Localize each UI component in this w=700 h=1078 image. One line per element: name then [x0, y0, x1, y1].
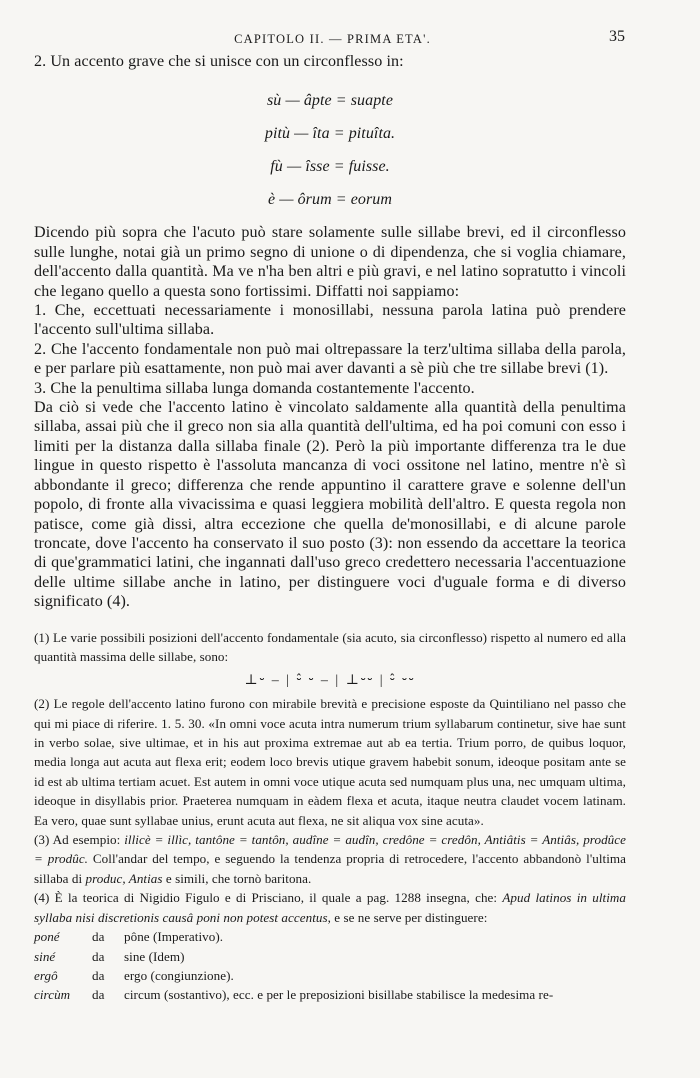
- intro-line: 2. Un accento grave che si unisce con un circonflesso in:: [34, 53, 404, 70]
- accent-scheme: ⊥⏑ – | ⏑̂ ⏑ – | ⊥⏑⏑ | ⏑̂ ⏑⏑: [244, 672, 416, 688]
- footnote-3-lead: (3) Ad esempio:: [34, 832, 125, 848]
- paragraph: 2. Che l'accento fondamentale non può mai oltrepassare la terz'ultima sillaba della parola, e per parlare più esattamente, non può mai aver davanti a sè più che tre sillabe brevi (1).: [34, 340, 626, 378]
- list-gloss: circum (sostantivo), ecc. e per le preposizioni bisillabe stabilisce la medesima re-: [124, 987, 554, 1003]
- footnote-2: (2) Le regole dell'accento latino furono con mirabile brevità e precisione esposte da Quintiliano nel passo che qui mi piace di riferire. 1. 5. 30. «In omni voce acuta intra numerum trium syllabarum continetur, sive hae sunt in verbo solae, sive ultimae, et in his aut proxima extremae aut ab ea tertia. Trium porro, de quibus loquor, media longa aut acuta aut flexa erit; eodem loco brevis utique gravem habebit sonum, ideoque positam ante se id est ab ultima tertiam acuet. Est autem in omni voce utique acuta sed numquam plus una, nec umquam ultima, ideoque in disyllabis prior. Praeterea numquam in eàdem flexa et acuta, itaque neutra claudet vocem latinam. Ea vero, quae sunt syllabae unius, erunt acuta aut flexa, ne sit aliqua vox sine acuta».: [34, 696, 626, 828]
- footnote-3-mid: Coll'andar del tempo, e seguendo la tendenza propria di retrocedere, l'accento abbandonò l'ultima sillaba di: [34, 851, 626, 886]
- list-item: [34, 927, 626, 946]
- list-word: ergô: [34, 967, 58, 983]
- footnote-4-end: , e se ne serve per distinguere:: [327, 909, 488, 925]
- formula-line: [34, 81, 626, 114]
- footnote-3-examples: illicè = illìc, tantône = tantôn, audîne = audîn, credône = credôn, Antiâtis = Antiâs, prodûce = prodûc.: [34, 832, 626, 867]
- paragraph: 3. Che la penultima sillaba lunga domanda costantemente l'accento.: [34, 379, 475, 397]
- list-da: da: [92, 948, 105, 964]
- footnote-3-words: produc, Antias: [85, 870, 163, 886]
- chapter-title: CAPITOLO II. — PRIMA ETA'.: [234, 32, 431, 46]
- paragraph: Da ciò si vede che l'accento latino è vincolato saldamente alla quantità della penultima sillaba, assai più che il greco non sia alla quantità dell'ultima, ed ha poi comuni con esso i limiti per la distanza dalla sillaba finale (2). Però la più importante differenza tra le due lingue in questo rispetto è l'assoluta mancanza di voci ossitone nel latino, mentre n'è sì abbondante il greco; differenza che rende appuntino il carattere grave e solenne dell'un popolo, di fronte alla vivacissima e quasi leggiera mobilità dell'altro. E questa regola non patisce, come già dissi, altra eccezione che quella de'monosillabi, e di alcune parole troncate, dove l'accento ha conservato il suo posto (3): non essendo da accettare la teorica di que'grammatici latini, che ingannati dall'uso greco credettero necessaria l'accentuazione delle ultime sillabe anche in latino, per distinguere voci d'uguale forma e di diverso significato (4).: [34, 399, 626, 611]
- list-da: da: [92, 987, 105, 1003]
- paragraph: 1. Che, eccettuati necessariamente i monosillabi, nessuna parola latina può prendere l'accento sull'ultima sillaba.: [34, 302, 626, 339]
- list-item: [34, 985, 626, 1004]
- list-item: [34, 947, 626, 966]
- list-gloss: ergo (congiunzione).: [124, 967, 234, 983]
- paragraph: Dicendo più sopra che l'acuto può stare solamente sulle sillabe brevi, ed il circonflesso sulle lunghe, notai già un primo segno di unione o di dipendenza, che si voglia chiamare, dell'accento dalla quantità. Ma ve n'ha ben altri e più gravi, e nel latino sopratutto i vincoli che legano quello a questa sono fortissimi. Diffatti noi sappiamo:: [34, 224, 626, 300]
- footnote-3-end: e simili, che tornò baritona.: [162, 870, 312, 886]
- list-word: circùm: [34, 987, 71, 1003]
- formula-block: [34, 81, 626, 213]
- word-list: [34, 927, 626, 1005]
- footnotes: [34, 628, 626, 1005]
- formula-line: [34, 114, 626, 147]
- formula-text: fù — îsse = fuisse.: [270, 158, 390, 176]
- footnote-4: [34, 888, 626, 927]
- list-item: [34, 966, 626, 985]
- footnote-4-lead: (4) È la teorica di Nigidio Figulo e di Prisciano, il quale a pag. 1288 insegna, che:: [34, 890, 503, 906]
- formula-text: è — ôrum = eorum: [267, 191, 393, 209]
- page-number: 35: [609, 28, 625, 45]
- footnote-4-quote: Apud latinos in ultima syllaba nisi discretionis causâ poni non potest accentus: [34, 890, 627, 925]
- formula-line: [34, 147, 626, 180]
- list-gloss: pône (Imperativo).: [124, 929, 224, 945]
- main-text: [34, 52, 626, 612]
- list-da: da: [92, 967, 105, 983]
- footnote-3: [34, 830, 626, 888]
- list-word: poné: [34, 929, 60, 945]
- footnote-1: (1) Le varie possibili posizioni dell'accento fondamentale (sia acuto, sia circonflesso) rispetto al numero ed alla quantità massima delle sillabe, sono:: [34, 630, 626, 665]
- formula-line: [34, 180, 626, 213]
- formula-text: sù — âpte = suapte: [266, 92, 393, 110]
- formula-text: pitù — îta = pituîta.: [264, 125, 396, 143]
- list-gloss: sine (Idem): [124, 948, 185, 964]
- list-word: siné: [34, 948, 56, 964]
- running-header: [40, 28, 625, 48]
- list-da: da: [92, 929, 105, 945]
